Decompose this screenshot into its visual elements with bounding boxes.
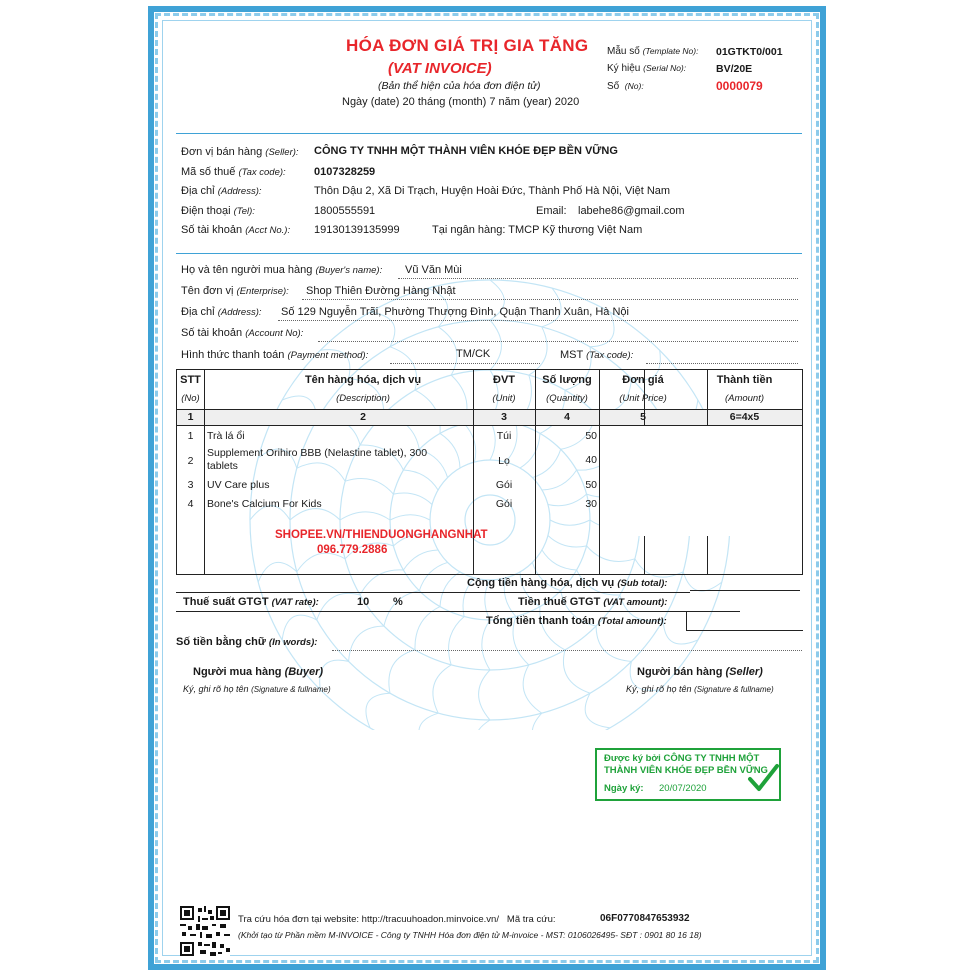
buyer-acct-label: Số tài khoản (Account No): <box>181 327 304 339</box>
col-index-2: 2 <box>360 411 366 423</box>
seller-address: Thôn Dậu 2, Xã Di Trạch, Huyện Hoài Đức, Thành Phố Hà Nội, Việt Nam <box>314 185 671 197</box>
row-3-unit: Gói <box>495 479 513 491</box>
buyer-signature-note: Ký, ghi rõ họ tên (Signature & fullname) <box>183 684 331 694</box>
watermark-petal <box>476 720 490 730</box>
col-index-3: 3 <box>501 411 507 423</box>
seller-bank: Tại ngân hàng: TMCP Kỹ thương Việt Nam <box>432 224 643 236</box>
subtotal-label: Cộng tiền hàng hóa, dịch vụ (Sub total): <box>467 577 668 589</box>
watermark-petal <box>482 620 490 670</box>
col-header-description-en: (Description) <box>336 393 390 404</box>
watermark-petal <box>366 693 390 728</box>
watermark-petal <box>440 572 460 607</box>
buyer-signature-title: Người mua hàng (Buyer) <box>193 666 324 678</box>
seller-signature-note: Ký, ghi rõ họ tên (Signature & fullname) <box>626 684 774 694</box>
divider <box>176 253 802 254</box>
seller-tax-label: Mã số thuế (Tax code): <box>181 166 286 178</box>
row-4-desc: Bone's Calcium For Kids <box>207 498 322 510</box>
row-2-desc: Supplement Orihiro BBB (Nelastine tablet), 300 <box>207 447 428 459</box>
redacted-area <box>600 426 802 536</box>
watermark-petal <box>389 650 415 693</box>
invoice-date: Ngày (date) 20 tháng (month) 7 năm (year) 2020 <box>342 96 580 108</box>
seller-acct-label: Số tài khoản (Acct No.): <box>181 224 291 236</box>
seller-tel: 1800555591 <box>314 205 376 217</box>
template-value: 01GTKT0/001 <box>716 46 783 58</box>
row-2-unit: Lọ <box>498 455 510 467</box>
vat-rate: 10 <box>357 596 370 608</box>
row-2-desc-cont: tablets <box>207 460 238 472</box>
watermark-petal <box>585 693 610 728</box>
signed-by-line1: Được ký bởi CÔNG TY TNHH MỘT <box>604 753 760 764</box>
software-note: (Khởi tạo từ Phần mềm M-INVOICE - Công ty TNHH Hóa đơn điện tử M-invoice - MST: 0106026495- SĐT : 0901 80 16 18) <box>238 930 702 940</box>
serial-label: Ký hiệu (Serial No): <box>607 63 687 74</box>
row-3-qty: 50 <box>585 479 597 491</box>
col-index-4: 4 <box>564 411 570 423</box>
row-2-no: 2 <box>187 455 194 467</box>
buyer-address: Số 129 Nguyễn Trãi, Phường Thượng Đình, Quận Thanh Xuân, Hà Nội <box>281 306 629 318</box>
payment-method-label: Hình thức thanh toán (Payment method): <box>181 349 369 361</box>
row-3-desc: UV Care plus <box>207 479 270 491</box>
seller-signature-title: Người bán hàng (Seller) <box>637 666 763 678</box>
col-header-unit-price: Đơn giá <box>622 374 664 386</box>
seller-email-label: Email: <box>536 205 567 217</box>
col-index-6: 6=4x5 <box>729 411 760 423</box>
col-header-amount: Thành tiền <box>716 374 773 386</box>
items-table <box>176 369 803 575</box>
qr-code-icon <box>180 906 230 956</box>
buyer-enterprise: Shop Thiên Đường Hàng Nhật <box>306 285 456 297</box>
invoice-subtitle: (VAT INVOICE) <box>388 60 492 77</box>
row-1-qty: 50 <box>585 430 597 442</box>
watermark-petal <box>349 626 384 661</box>
watermark-petal <box>663 620 698 644</box>
electronic-note: (Bản thể hiện của hóa đơn điện tử) <box>378 80 541 92</box>
seller-address-label: Địa chỉ (Address): <box>181 185 262 197</box>
watermark-petal <box>532 713 552 730</box>
seller-email: labehe86@gmail.com <box>578 205 685 217</box>
vat-rate-unit: % <box>393 596 403 608</box>
buyer-enterprise-label: Tên đơn vị (Enterprise): <box>181 285 289 297</box>
col-header-quantity: Số lượng <box>542 374 592 386</box>
col-header-no-en: (No) <box>181 393 200 404</box>
shop-watermark-url: SHOPEE.VN/THIENDUONGHANGNHAT <box>275 529 488 541</box>
number-label: Số (No): <box>607 81 644 92</box>
row-4-no: 4 <box>187 498 194 510</box>
invoice-number: 0000079 <box>716 79 763 93</box>
col-header-description: Tên hàng hóa, dịch vụ <box>304 374 422 386</box>
template-label: Mẫu số (Template No): <box>607 46 699 57</box>
seller-name: CÔNG TY TNHH MỘT THÀNH VIÊN KHÓE ĐẸP BỀN VỮNG <box>314 145 618 157</box>
buyer-name: Vũ Văn Mùi <box>405 264 462 276</box>
total-label: Tổng tiền thanh toán (Total amount): <box>486 615 667 627</box>
watermark-petal <box>529 327 547 375</box>
signed-by-line2: THÀNH VIÊN KHÓE ĐẸP BỀN VỮNG <box>604 765 768 776</box>
col-index-1: 1 <box>187 411 194 423</box>
watermark-petal <box>540 607 565 650</box>
digital-signature-box <box>595 748 781 801</box>
seller-acct: 19130139135999 <box>314 224 400 236</box>
signed-date-label: Ngày ký: <box>604 783 644 794</box>
in-words-label: Số tiền bằng chữ (In words): <box>176 636 318 648</box>
checkmark-icon <box>747 762 779 794</box>
seller-label: Đơn vị bán hàng (Seller): <box>181 146 299 158</box>
vat-rate-label: Thuế suất GTGT (VAT rate): <box>183 596 319 608</box>
signed-date: 20/07/2020 <box>659 783 707 794</box>
watermark-petal <box>317 593 360 620</box>
row-1-unit: Túi <box>496 430 512 442</box>
watermark-petal <box>415 607 440 650</box>
divider <box>176 133 802 134</box>
watermark-petal <box>438 327 457 375</box>
watermark-petal <box>563 650 590 693</box>
invoice-title: HÓA ĐƠN GIÁ TRỊ GIA TĂNG <box>346 36 589 55</box>
lookup-url[interactable]: http://tracuuhoadon.minvoice.vn/ <box>361 914 499 925</box>
row-4-qty: 30 <box>585 498 597 510</box>
seller-tel-label: Điện thoại (Tel): <box>181 205 255 217</box>
watermark-petal <box>596 626 631 661</box>
col-header-amount-en: (Amount) <box>724 393 765 404</box>
watermark-petal <box>433 665 451 713</box>
col-header-no: STT <box>180 374 201 386</box>
row-1-desc: Trà lá ổi <box>207 430 245 442</box>
row-4-unit: Gói <box>495 498 513 510</box>
watermark-petal <box>419 713 438 730</box>
buyer-address-label: Địa chỉ (Address): <box>181 306 262 318</box>
lookup-line: Tra cứu hóa đơn tại website: http://tracuuhoadon.minvoice.vn/ Mã tra cứu: <box>238 914 556 925</box>
vat-amount-label: Tiền thuế GTGT (VAT amount): <box>518 596 668 608</box>
col-header-unit-en: (Unit) <box>492 393 516 404</box>
shop-watermark-phone: 096.779.2886 <box>317 544 388 556</box>
col-header-unit: ĐVT <box>493 374 515 386</box>
row-2-qty: 40 <box>585 454 597 466</box>
col-header-quantity-en: (Quantity) <box>546 393 588 404</box>
watermark-petal <box>523 665 542 713</box>
buyer-mst-label: MST (Tax code): <box>560 349 634 361</box>
row-1-no: 1 <box>187 430 194 442</box>
serial-value: BV/20E <box>716 63 753 75</box>
watermark-petal <box>479 670 490 720</box>
payment-method: TM/CK <box>456 348 491 360</box>
seller-tax-code: 0107328259 <box>314 166 376 178</box>
col-index-5: 5 <box>640 411 646 423</box>
lookup-code: 06F0770847653932 <box>600 913 690 924</box>
watermark-petal <box>449 617 465 665</box>
buyer-name-label: Họ và tên người mua hàng (Buyer's name): <box>181 264 383 276</box>
row-3-no: 3 <box>187 479 194 491</box>
col-header-unit-price-en: (Unit Price) <box>619 393 667 404</box>
